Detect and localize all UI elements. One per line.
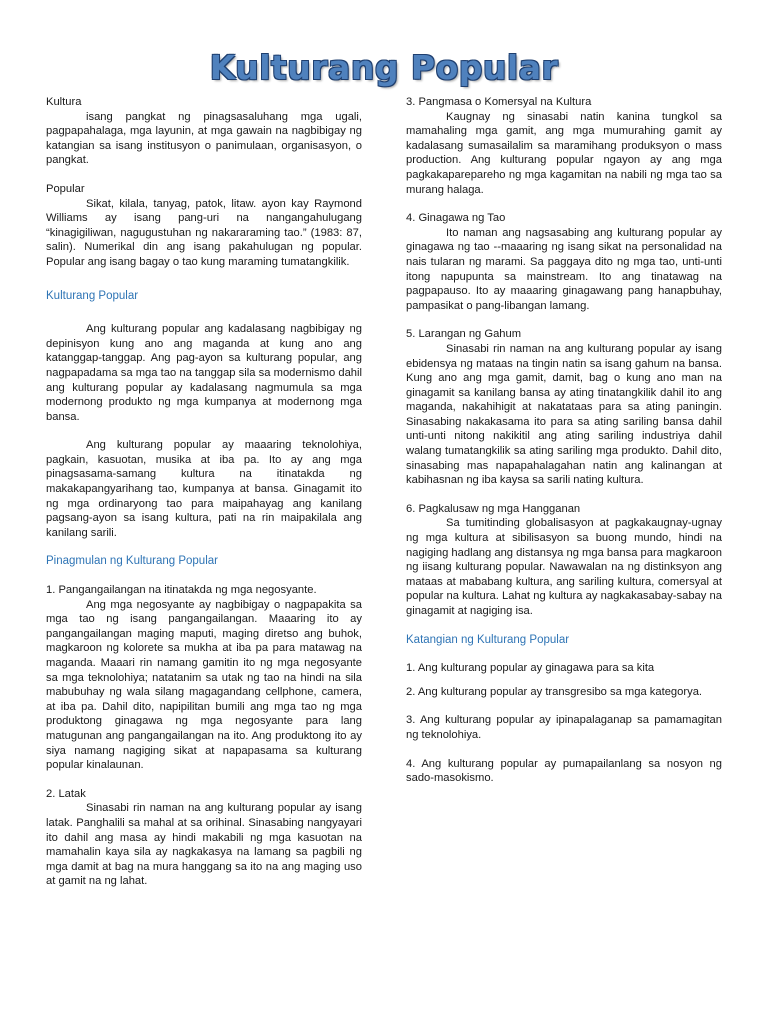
pinagmulan-heading: Pinagmulan ng Kulturang Popular	[46, 555, 218, 568]
pinagmulan-item-6-text: Sa tumitinding globalisasyon at pagkakaugnay-ugnay ng mga kultura at sibilisasyon sa buong mundo, hindi na nagiging hadlang ang distansya ng mga bansa para magkaroon ng iisang kulturang popular. Nawawalan na ng distinksyon ang mataas at mababang kultura, ang sariling kultura, comersyal at popular na kultura. Lahat ng kultura ay nagkakasabay-sabay na ginagamit at nagiging isa.	[406, 517, 722, 617]
pinagmulan-item-5-heading: 5. Larangan ng Gahum	[406, 328, 522, 341]
katangian-item-4: 4. Ang kulturang popular ay pumapailanlang sa nosyon ng sado-masokismo.	[406, 757, 722, 785]
katangian-item-2: 2. Ang kulturang popular ay transgresibo sa mga kategorya.	[406, 685, 703, 698]
pinagmulan-item-5-text: Sinasabi rin naman na ang kulturang popular ay isang ebidensya ng mataas na tingin natin sa isang gahum na bansa. Kung ano ang mga gamit, damit, bag o kung ano man na ginagamit sa kanilang bansa ay ating tinatangkilik dahil ito ang maganda, nakahihigit at nakatataas para sa ating paningin. Sinasabing nakakasama ito para sa ating sariling bansa dahil unti-unti nitong nakikitil ang ating sariling industriya dahil walang tumatangkilik sa ating sariling mga produkto. Dahil dito, sinasabing mas napapahalagahan natin ang kalinangan at kabihasnan ng iba kaysa sa sarili nating kultura.	[406, 342, 722, 487]
kulturang-popular-paragraph-2: Ang kulturang popular ay maaaring teknolohiya, pagkain, kasuotan, musika at iba pa. Ito ay ang mga pinagsasama-samang kultura na itinatakda ng makakapangyarihang tao, kumpanya at bansa. Ginagamit ito ng mga ordinaryong tao para maipahayag ang kanilang pagsang-ayon sa isang kultura, pati na rin maipakilala ang kanilang sarili.	[46, 439, 362, 539]
katangian-heading: Katangian ng Kulturang Popular	[406, 633, 570, 646]
left-column	[46, 95, 362, 889]
kulturang-popular-heading: Kulturang Popular	[46, 289, 139, 302]
kultura-heading: Kultura	[46, 96, 82, 108]
pinagmulan-item-6-heading: 6. Pagkalusaw ng mga Hangganan	[406, 502, 581, 515]
pinagmulan-item-1-heading: 1. Pangangailangan na itinatakda ng mga negosyante.	[46, 584, 317, 597]
pinagmulan-item-3-heading: 3. Pangmasa o Komersyal na Kultura	[406, 96, 592, 108]
pinagmulan-item-3-text: Kaugnay ng sinasabi natin kanina tungkol sa mamahaling mga gamit, ang mga mumurahing gamit ay kadalasang sumasailalim sa maramihang produksyon o mass production. Ang kulturang popular ngayon ay ang mga pagkakapareparehо ng mga kagamitan na nabili ng mga tao sa murang halaga.	[406, 110, 722, 196]
kultura-definition: isang pangkat ng pinagsasaluhang mga ugali, pagpapahalaga, mga layunin, at mga gawain na nagbibigay ng katangian sa isang institusyon o panimulaan, organisasyon, o pangkat.	[46, 110, 362, 167]
kulturang-popular-paragraph-1: Ang kulturang popular ang kadalasang nagbibigay ng depinisyon kung ano ang maganda at kung ano ang katanggap-tanggap. Ang pag-ayon sa kulturang popular, ang nagpapadama sa mga tao na tanggap sila sa modernismo dahil ang kulturang popular ay kadalasang nagmumula sa mga modernong produkto ng mga kumpanya at modernong mga bansa.	[46, 323, 362, 423]
pinagmulan-item-4-text: Ito naman ang nagsasabing ang kulturang popular ay ginagawa ng tao --maaaring ng isang sikat na personalidad na nais tularan ng marami. Sa paggaya dito ng mga tao, unti-unti itong napupunta sa mainstream. Ito ang tinatawag na pagpapauso. Ito ay maaaring ginagawang pang hanapbuhay, pampasikat o pang-libangan lamang.	[406, 226, 722, 312]
popular-heading: Popular	[46, 182, 85, 195]
pinagmulan-item-4-heading: 4. Ginagawa ng Tao	[406, 212, 506, 225]
pinagmulan-item-1-text: Ang mga negosyante ay nagbibigay o nagpapakita sa mga tao ng isang pangangailangan. Maaaring ito ay pangangailangan maging maputi, maging diretso ang buhok, magkaroon ng kolorete sa mukha at iba pa para matawag na maganda. Maaari rin namang gamitin ito ng mga negosyante sa mga teknolohiya; natatanim sa utak ng tao na hindi na sila mabubuhay ng wala silang magagandang cellphone, camera, at iba pa. Dahil dito, napipilitan bumili ang mga tao ng mga produktong ginagawa ng mga negosyante para lang matugunan ang pangangailangan na ito. Ang produktong ito ay siya namang nagiging sikat at napapasama sa kulturang popular kinalaunan.	[46, 598, 362, 772]
katangian-item-3: 3. Ang kulturang popular ay ipinapalaganap sa pamamagitan ng teknolohiya.	[406, 714, 722, 741]
pinagmulan-item-2-text: Sinasabi rin naman na ang kulturang popular ay isang latak. Panghalili sa mahal at sa orihinal. Sinasabing nangyayari ito dahil ang masa ay hindi makabili ng mga kasuotan na mamahalin kaya sila ay nagkakasya na lamang sa pagbili ng mga damit at bag na mura hanggang sa ito na ang maging uso at gamit na ng lahat.	[46, 802, 362, 888]
page-title: Kulturang Popular	[209, 48, 559, 87]
katangian-item-1: 1. Ang kulturang popular ay ginagawa para sa kita	[406, 662, 655, 675]
popular-definition: Sikat, kilala, tanyag, patok, litaw. ayon kay Raymond Williams ay isang pang-uri na nangangahulugang “kinagigiliwan, nagugustuhan ng nakararaming tao.” (1983: 87, salin). Numerikal din ang isang pakahulugan ng popular. Popular ang isang bagay o tao kung maraming tumatangkilik.	[46, 197, 362, 268]
pinagmulan-item-2-heading: 2. Latak	[46, 787, 86, 800]
right-column	[406, 95, 722, 786]
